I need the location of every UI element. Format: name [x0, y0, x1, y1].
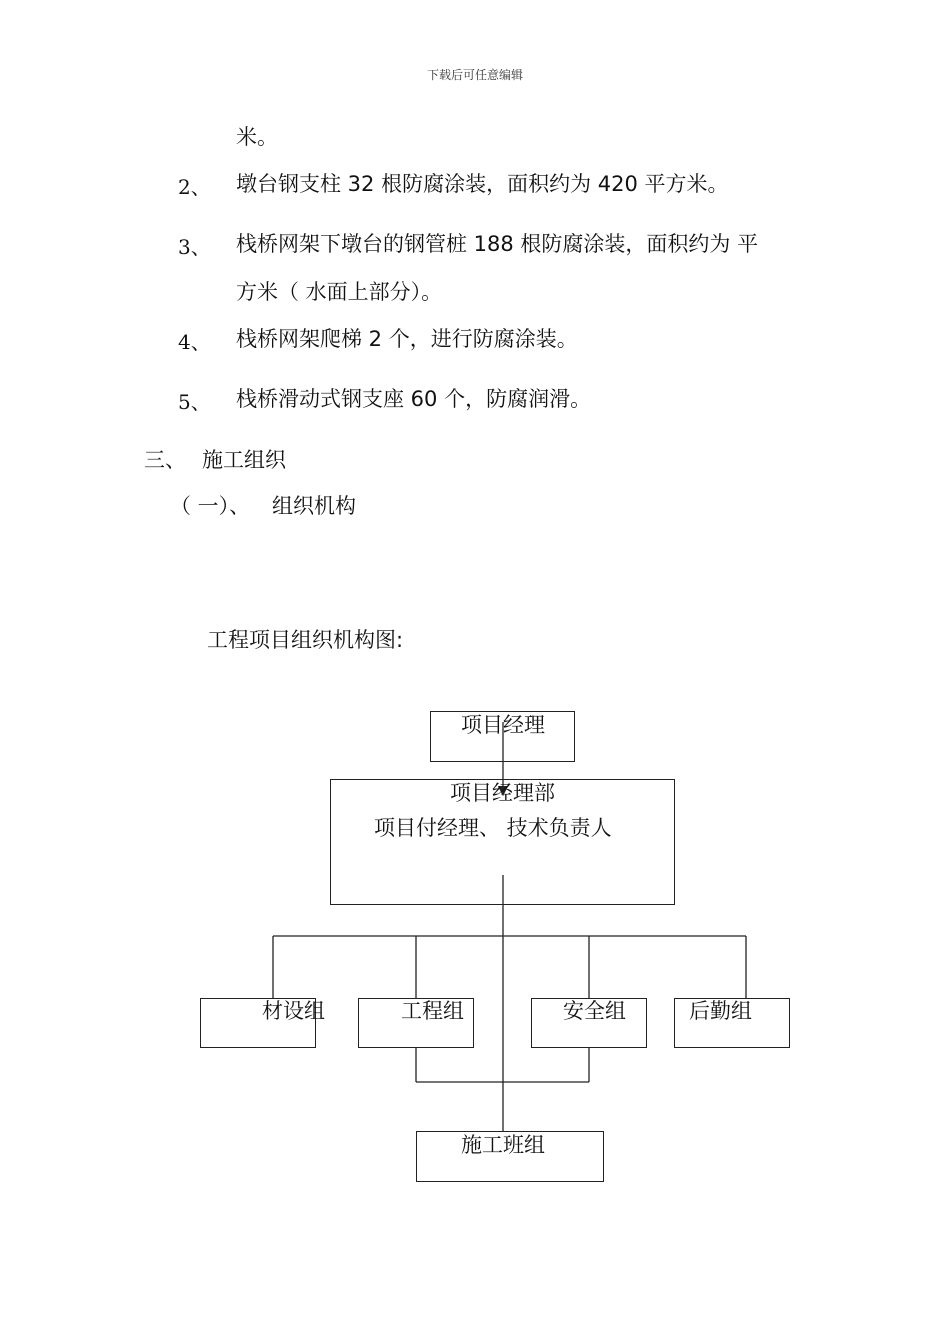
- list-item-3-text: 栈桥网架下墩台的钢管桩 188 根防腐涂装，面积约为 平: [236, 232, 759, 256]
- subsection-number: （ 一）、: [170, 494, 251, 518]
- list-item-4-text: 栈桥网架爬梯 2 个，进行防腐涂装。: [236, 327, 578, 351]
- list-continuation: 米。: [236, 125, 278, 149]
- group-label-engineering: 工程组: [401, 999, 464, 1023]
- dept-title: 项目经理部: [450, 781, 555, 805]
- subsection-title: 组织机构: [272, 494, 356, 518]
- org-chart-title: 工程项目组织机构图:: [207, 628, 404, 652]
- list-item-3-text-continued: 方米（ 水面上部分）。: [236, 280, 443, 304]
- group-label-logistics: 后勤组: [689, 999, 752, 1023]
- team-label: 施工班组: [461, 1133, 545, 1157]
- dept-subtitle: 项目付经理、 技术负责人: [374, 816, 612, 840]
- list-item-5-text: 栈桥滑动式钢支座 60 个，防腐润滑。: [236, 387, 592, 411]
- list-item-2-number: 2、: [178, 175, 211, 199]
- section-number: 三、: [144, 448, 186, 472]
- list-item-5-number: 5、: [178, 390, 211, 414]
- list-item-2-text: 墩台钢支柱 32 根防腐涂装，面积约为 420 平方米。: [236, 172, 729, 196]
- manager-label: 项目经理: [461, 713, 545, 737]
- section-title: 施工组织: [202, 448, 286, 472]
- group-label-materials: 材设组: [262, 999, 325, 1023]
- page-header: 下载后可任意编辑: [426, 68, 523, 82]
- list-item-3-number: 3、: [178, 235, 211, 259]
- group-label-safety: 安全组: [563, 999, 626, 1023]
- list-item-4-number: 4、: [178, 330, 211, 354]
